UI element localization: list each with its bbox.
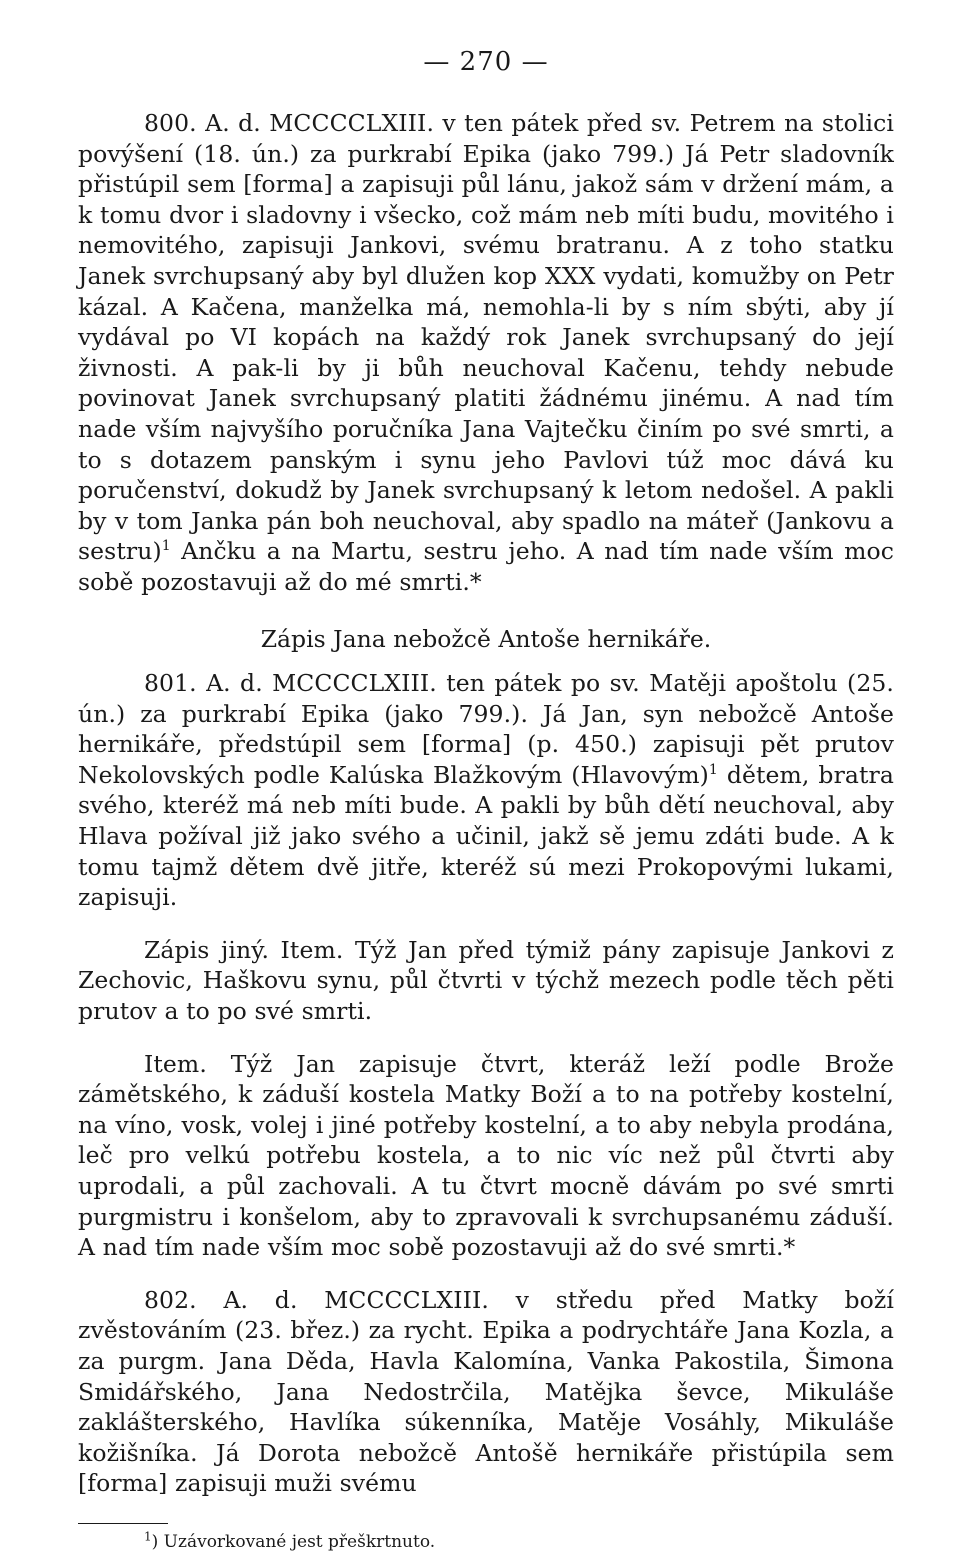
zapis-jiny-paragraph: Zápis jiný. Item. Týž Jan před týmiž pány zapisuje Jankovi z Zechovic, Haškovu synu, půl čtvrti v týchž mezech podle těch pěti prutov a to po své smrti. [78, 935, 894, 1026]
entry-800-text: 800. A. d. MCCCCLXIII. v ten pátek před sv. Petrem na stolici povýšení (18. ún.) za purkrabí Epika (jako 799.) Já Petr sladovník přistúpil sem [forma] a zapisuji půl lánu, jakož sám v držení mám, a k tomu dvor i sladovny i všecko, což mám neb míti budu, movitého i nemovitého, zapisuji Jankovi, svému bratranu. A z toho statku Janek svrchupsaný aby byl dlužen kop XXX vydati, komužby on Petr kázal. A Kačena, manželka má, nemohla-li by s ním sbýti, aby jí vydával po VI kopách na každý rok Janek svrchupsaný do její živnosti. A pak-li by ji bůh neuchoval Kačenu, tehdy nebude povinovat Janek svrchupsaný platiti žádnému jinému. A nad tím nade vším najvyšího poručníka Jana Vajtečku činím po své smrti, a to s dotazem panským i synu jeho Pavlovi túž moc dává ku poručenství, dokudž by Janek svrchupsaný k letom nedošel. A pakli by v tom Janka pán boh neuchoval, aby spadlo na máteř (Jankovu a sestru) [78, 109, 894, 566]
entry-801-text: 801. A. d. MCCCCLXIII. ten pátek po sv. Matěji apoštolu (25. ún.) za purkrabí Epika (jako 799.). Já Jan, syn nebožcě Antoše hernikáře, předstúpil sem [forma] (p. 450.) zapisuji pět prutov Nekolovských podle Kalúska Blažkovým (Hlavovým) [78, 669, 894, 789]
item-paragraph: Item. Týž Jan zapisuje čtvrt, kteráž leží podle Brože zámětského, k záduší kostela Matky Boží a to na potřeby kostelní, na víno, vosk, volej i jiné potřeby kostelní, a to aby nebyla prodána, leč pro velkú potřebu kostela, a to nic víc než půl čtvrti aby uprodali, a půl zachovali. A tu čtvrt mocně dávám po své smrti purgmistru i konšelom, aby to zpravovali k svrchupsanému záduší. A nad tím nade vším moc sobě pozostavuji až do své smrti.* [78, 1049, 894, 1262]
footnote-reference: 1 [161, 538, 171, 555]
entry-800 [78, 108, 894, 598]
entry-801-text-end: dětem, bratra svého, kteréž má neb míti bude. A pakli by bůh dětí neuchoval, aby Hlava požíval již jako svého a učinil, jakž sě jemu zdáti bude. A k tomu tajmž dětem dvě jitře, kteréž sú mezi Prokopovými lukami, zapisuji. [78, 760, 894, 912]
entry-801 [78, 668, 894, 913]
document-page [78, 44, 894, 1554]
footnote-text: ) Uzávorkované jest přeškrtnuto. [151, 1531, 436, 1552]
entry-802: 802. A. d. MCCCCLXIII. v středu před Matky boží zvěstováním (23. břez.) za rycht. Epika a podrychtáře Jana Kozla, a za purgm. Jana Děda, Havla Kalomína, Vanka Pakostila, Šimona Smidářského, Jana Nedostrčila, Matějka ševce, Mikuláše zaklášterského, Havlíka súkenníka, Matěje Vosáhly, Mikuláše kožišníka. Já Dorota nebožcě Antošě hernikáře přistúpila sem [forma] zapisuji muži svému [78, 1285, 894, 1498]
section-heading: Zápis Jana nebožcě Antoše hernikáře. [260, 624, 712, 653]
page-number: — 270 — [423, 47, 549, 77]
footnote-divider [78, 1523, 168, 1524]
footnote-reference: 1 [708, 762, 718, 779]
footnote [144, 1530, 894, 1554]
entry-800-text-end: Ančku a na Martu, sestru jeho. A nad tím nade vším moc sobě pozostavuji až do mé smrti.* [78, 537, 894, 596]
footnote-mark: 1 [144, 1529, 152, 1544]
